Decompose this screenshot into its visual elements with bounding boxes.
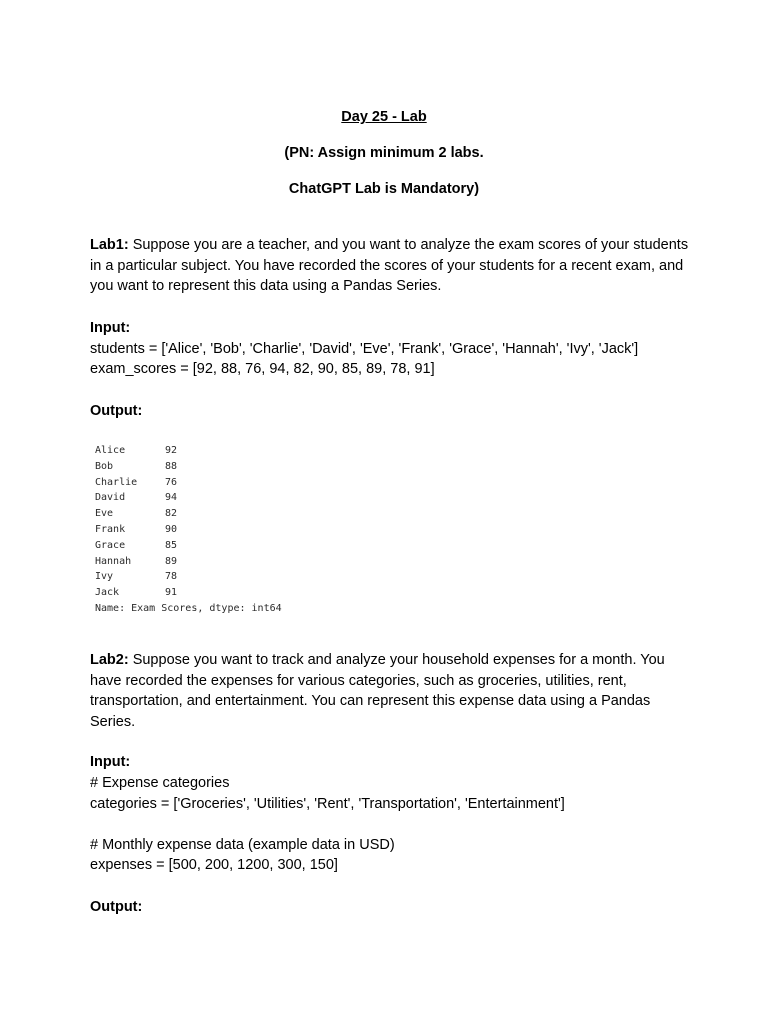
- note-line-1: (PN: Assign minimum 2 labs.: [284, 145, 484, 161]
- code-row-name: Charlie: [95, 476, 138, 488]
- lab2-comment-expenses: # Monthly expense data (example data in USD): [90, 837, 395, 853]
- code-row-value: 76: [165, 476, 178, 488]
- code-row-value: 89: [165, 555, 178, 567]
- code-rows: [95, 443, 310, 601]
- code-row: [95, 538, 310, 554]
- code-row-name: Eve: [95, 508, 114, 520]
- lab2-output-heading: Output:: [90, 899, 143, 915]
- lab1-output-code: [90, 443, 310, 621]
- code-row: [95, 475, 310, 491]
- code-row-value: 82: [165, 508, 178, 520]
- lab2-description: [90, 650, 690, 732]
- page-title: Day 25 - Lab: [341, 109, 427, 125]
- code-row: [95, 585, 310, 601]
- lab1-input-students: students = ['Alice', 'Bob', 'Charlie', 'David', 'Eve', 'Frank', 'Grace', 'Hannah', 'Ivy', 'Jack']: [90, 341, 639, 357]
- code-row: [95, 490, 310, 506]
- lab1-label: Lab1:: [90, 237, 129, 253]
- lab1-input-scores: exam_scores = [92, 88, 76, 94, 82, 90, 85, 89, 78, 91]: [90, 361, 435, 377]
- code-row-name: Frank: [95, 523, 126, 535]
- lab1-input-heading: Input:: [90, 320, 131, 336]
- code-row-value: 88: [165, 460, 178, 472]
- lab1-output-heading: Output:: [90, 403, 143, 419]
- lab2-input-heading: Input:: [90, 754, 131, 770]
- code-row-name: David: [95, 492, 126, 504]
- lab1-description: [90, 235, 690, 297]
- lab2-label: Lab2:: [90, 652, 129, 668]
- code-row: [95, 459, 310, 475]
- code-row: [95, 443, 310, 459]
- code-row: [95, 554, 310, 570]
- code-row-value: 91: [165, 587, 178, 599]
- code-row-name: Ivy: [95, 571, 114, 583]
- code-footer: Name: Exam Scores, dtype: int64: [95, 602, 282, 614]
- code-row-value: 92: [165, 445, 178, 456]
- lab1-description-text: Suppose you are a teacher, and you want to analyze the exam scores of your students in a particular subject. You have recorded the scores of your students for a recent exam, and you want to represent this data using a Pandas Series.: [90, 237, 689, 294]
- code-row-name: Alice: [95, 445, 126, 456]
- code-row-value: 90: [165, 523, 178, 535]
- code-row: [95, 522, 310, 538]
- code-row-value: 94: [165, 492, 178, 504]
- code-row-name: Hannah: [95, 555, 132, 567]
- code-row-value: 78: [165, 571, 178, 583]
- lab2-input-categories: categories = ['Groceries', 'Utilities', 'Rent', 'Transportation', 'Entertainment']: [90, 796, 565, 812]
- code-row-name: Grace: [95, 539, 126, 551]
- code-row-value: 85: [165, 539, 178, 551]
- lab2-description-text: Suppose you want to track and analyze your household expenses for a month. You have recorded the expenses for various categories, such as groceries, utilities, rent, transportation, and entertainment. You can represent this expense data using a Pandas Series.: [90, 652, 665, 730]
- code-row-name: Bob: [95, 460, 114, 472]
- code-row: [95, 506, 310, 522]
- code-row: [95, 569, 310, 585]
- note-line-2: ChatGPT Lab is Mandatory): [288, 181, 480, 197]
- lab2-comment-categories: # Expense categories: [90, 775, 230, 791]
- code-row-name: Jack: [95, 587, 120, 599]
- lab2-input-expenses: expenses = [500, 200, 1200, 300, 150]: [90, 857, 338, 873]
